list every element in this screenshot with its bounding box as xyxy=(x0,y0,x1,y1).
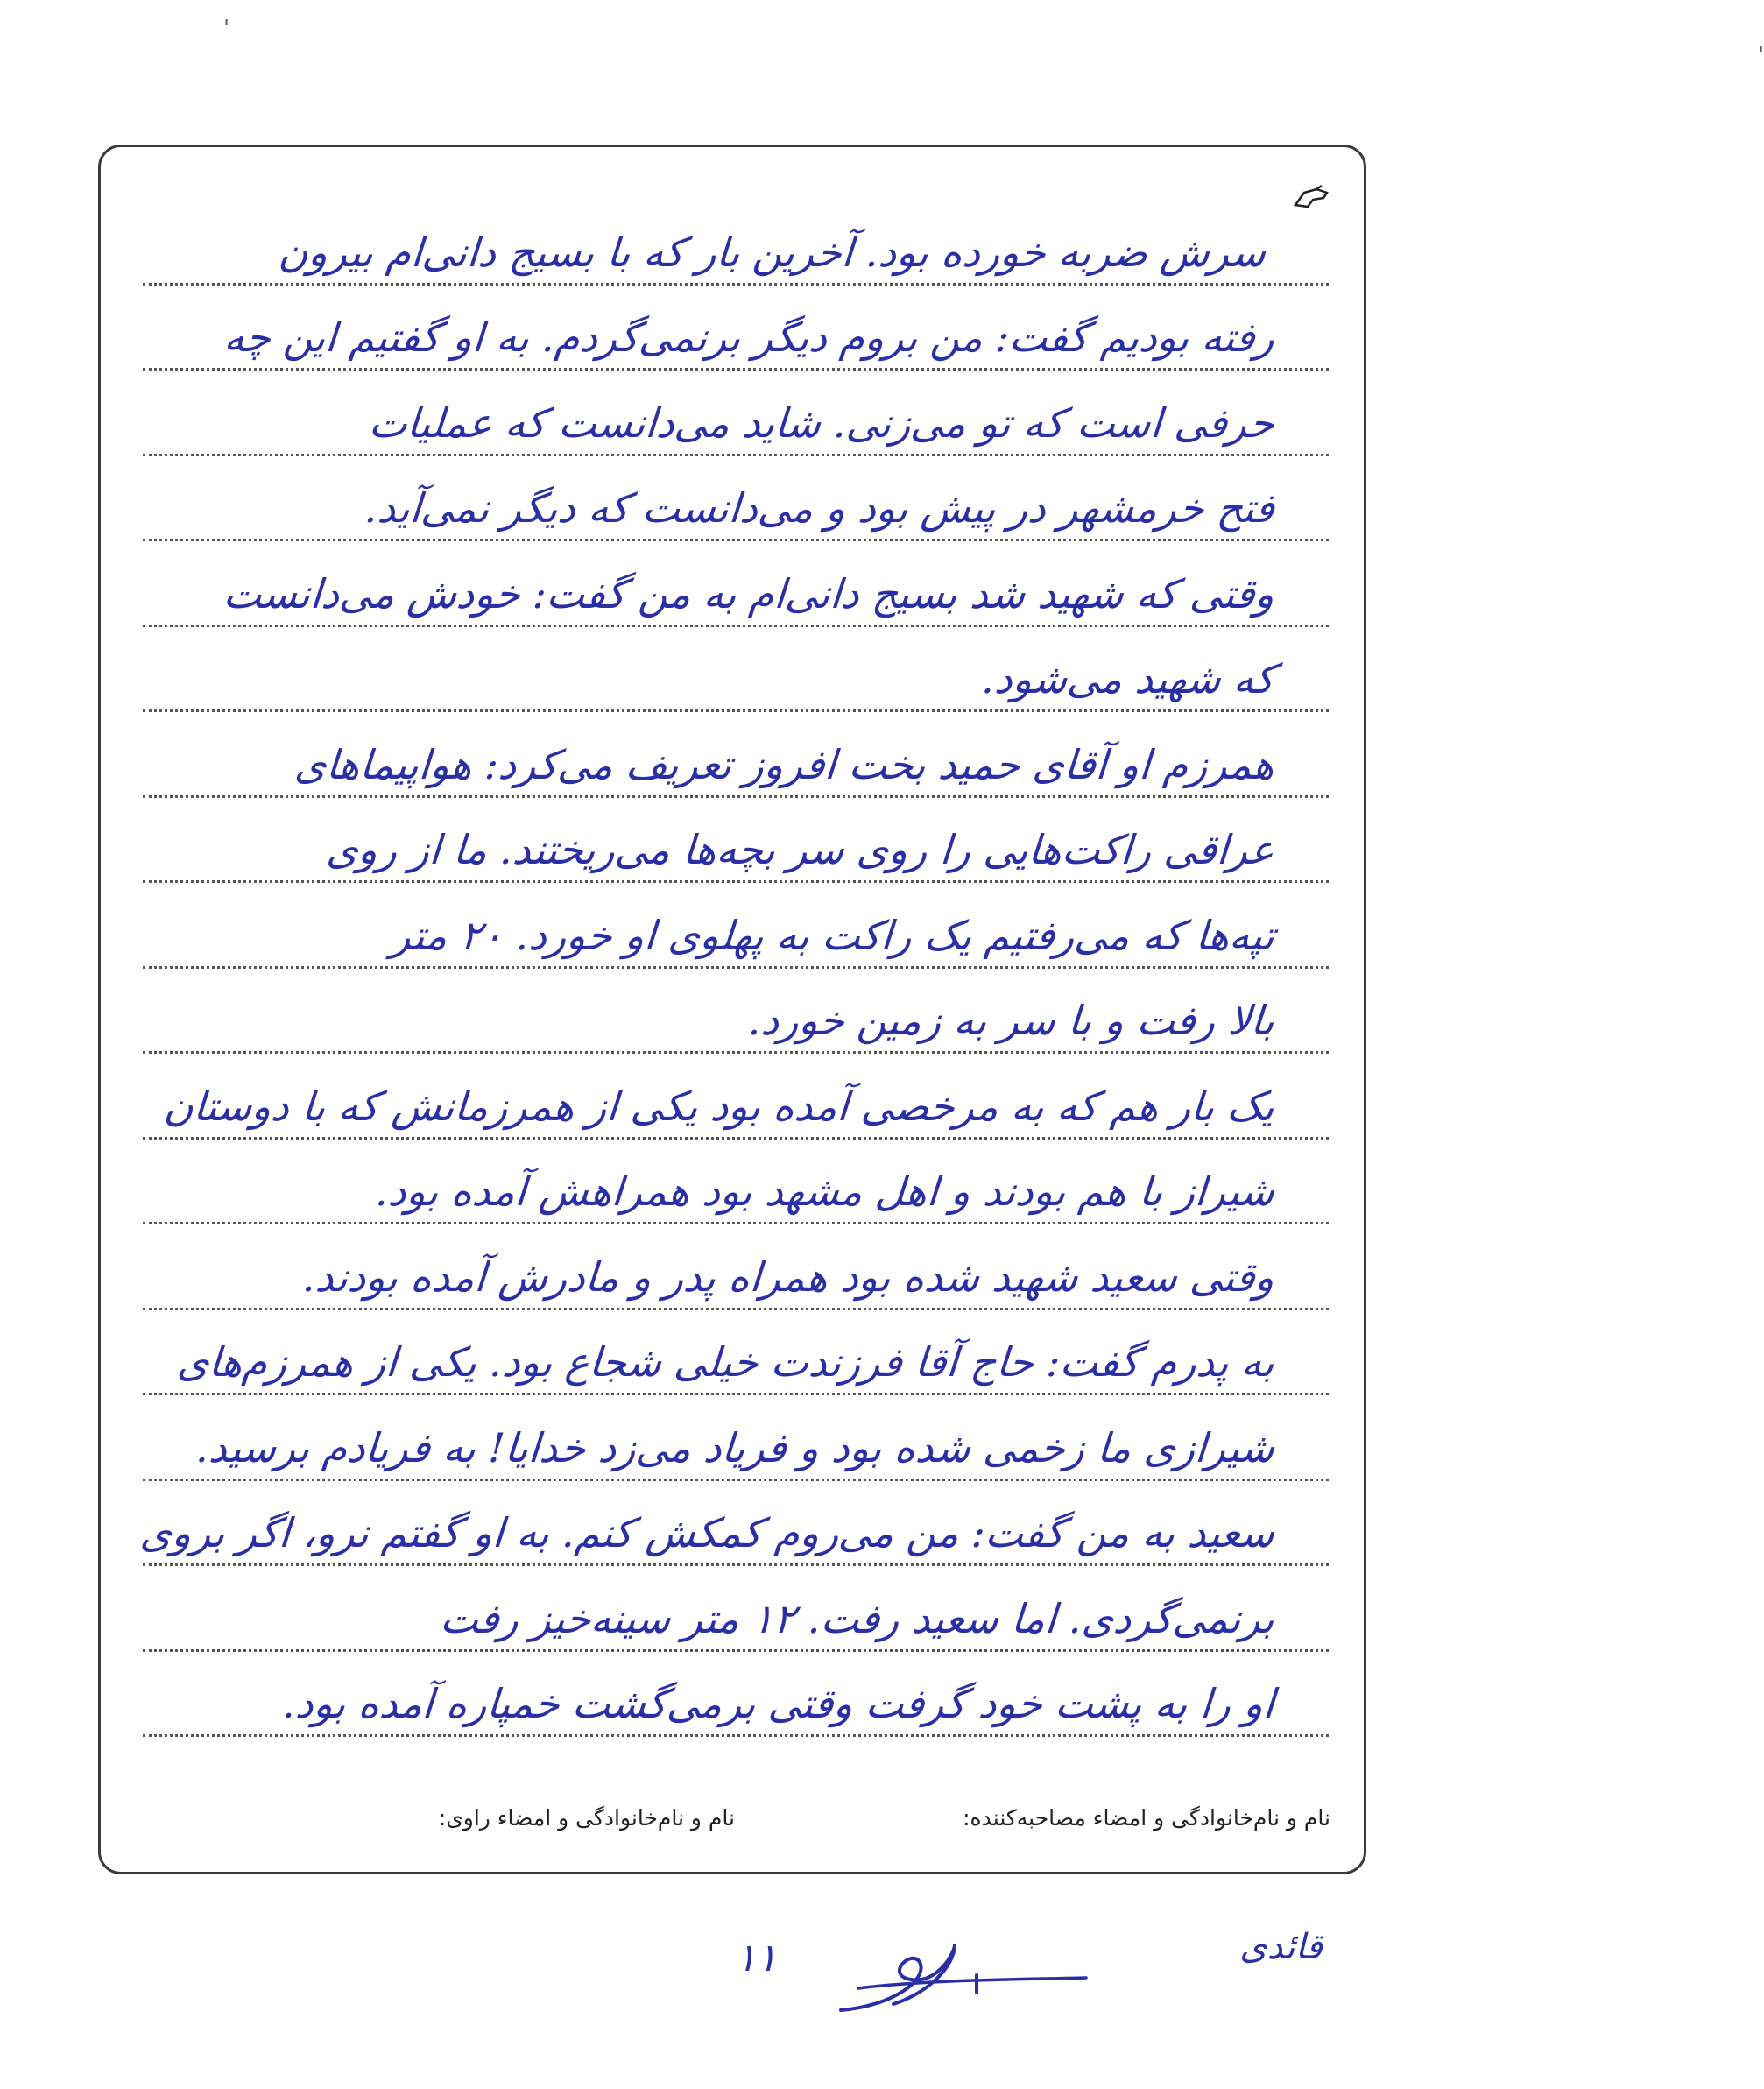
ruled-line xyxy=(143,798,1329,884)
interviewer-signature-label: نام و نام‌خانوادگی و امضاء مصاحبه‌کننده: xyxy=(963,1805,1330,1831)
scan-marks: ' ' xyxy=(223,16,1764,68)
ruled-line xyxy=(143,456,1329,542)
handwritten-line: فتح خرمشهر در پیش بود و می‌دانست که دیگر نمی‌آید. xyxy=(363,484,1276,532)
ruled-line xyxy=(143,1224,1329,1310)
ruled-line xyxy=(143,883,1329,969)
handwritten-line: وقتی سعید شهید شده بود همراه پدر و مادرش آمده بودند. xyxy=(300,1253,1276,1301)
ruled-line xyxy=(138,1481,1329,1567)
page-number: ۱۱ xyxy=(736,1936,778,1980)
handwritten-line: سعید به من گفت: من می‌روم کمکش کنم. به او گفتم نرو، اگر بروی xyxy=(138,1509,1276,1556)
ruled-line xyxy=(143,1395,1329,1481)
signature-footer xyxy=(101,1805,1364,1837)
ruled-line xyxy=(143,371,1329,456)
handwritten-line: او را به پشت خود گرفت وقتی برمی‌گشت خمپاره آمده بود. xyxy=(281,1680,1276,1727)
ruled-line xyxy=(143,969,1329,1055)
handwritten-line: تپه‌ها که می‌رفتیم یک راکت به پهلوی او خورد. ۲۰ متر xyxy=(389,911,1276,959)
signature-area xyxy=(0,1901,1471,2041)
ruled-line xyxy=(143,200,1329,286)
handwritten-line: برنمی‌گردی. اما سعید رفت. ۱۲ متر سینه‌خیز رفت xyxy=(438,1594,1276,1642)
ruled-line xyxy=(143,627,1329,713)
ruled-line xyxy=(143,1140,1329,1225)
ruled-line xyxy=(143,1566,1329,1652)
signature-image xyxy=(823,1927,1121,2023)
ruled-line xyxy=(143,712,1329,798)
ruled-line xyxy=(143,541,1329,627)
handwritten-line: که شهید می‌شود. xyxy=(980,655,1276,702)
handwritten-line: عراقی راکت‌هایی را روی سر بچه‌ها می‌ریختند. ما از روی xyxy=(325,826,1276,873)
narrator-signature-label: نام و نام‌خانوادگی و امضاء راوی: xyxy=(438,1805,735,1831)
handwritten-line: شیراز با هم بودند و اهل مشهد بود همراهش آمده بود. xyxy=(373,1168,1276,1215)
handwritten-line: وقتی که شهید شد بسیج دانی‌ام به من گفت: خودش می‌دانست xyxy=(222,569,1276,618)
ruled-line xyxy=(143,286,1329,371)
narrator-name: قائدی xyxy=(1239,1927,1323,1967)
handwritten-line: همرزم او آقای حمید بخت افروز تعریف می‌کرد: هواپیماهای xyxy=(293,740,1276,788)
handwritten-line: بالا رفت و با سر به زمین خورد. xyxy=(746,997,1276,1044)
ruled-line xyxy=(143,1310,1329,1396)
handwritten-line: رفته بودیم گفت: من بروم دیگر برنمی‌گردم. به او گفتیم این چه xyxy=(222,314,1276,361)
handwritten-line: یک بار هم که به مرخصی آمده بود یکی از همرزمانش که با دوستان xyxy=(162,1082,1276,1130)
form-frame xyxy=(98,145,1366,1874)
ruled-line xyxy=(143,1652,1329,1738)
handwritten-line: سرش ضربه خورده بود. آخرین بار که با بسیج دانی‌ام بیرون xyxy=(277,228,1267,276)
handwritten-line: شیرازی ما زخمی شده بود و فریاد می‌زد خدایا! به فریادم برسید. xyxy=(194,1423,1276,1471)
ruled-lines xyxy=(138,200,1329,1737)
handwritten-line: حرفی است که تو می‌زنی. شاید می‌دانست که عملیات xyxy=(367,399,1276,447)
handwritten-line: به پدرم گفت: حاج آقا فرزندت خیلی شجاع بود. یکی از همرزم‌های xyxy=(175,1338,1276,1386)
ruled-line xyxy=(143,1054,1329,1140)
